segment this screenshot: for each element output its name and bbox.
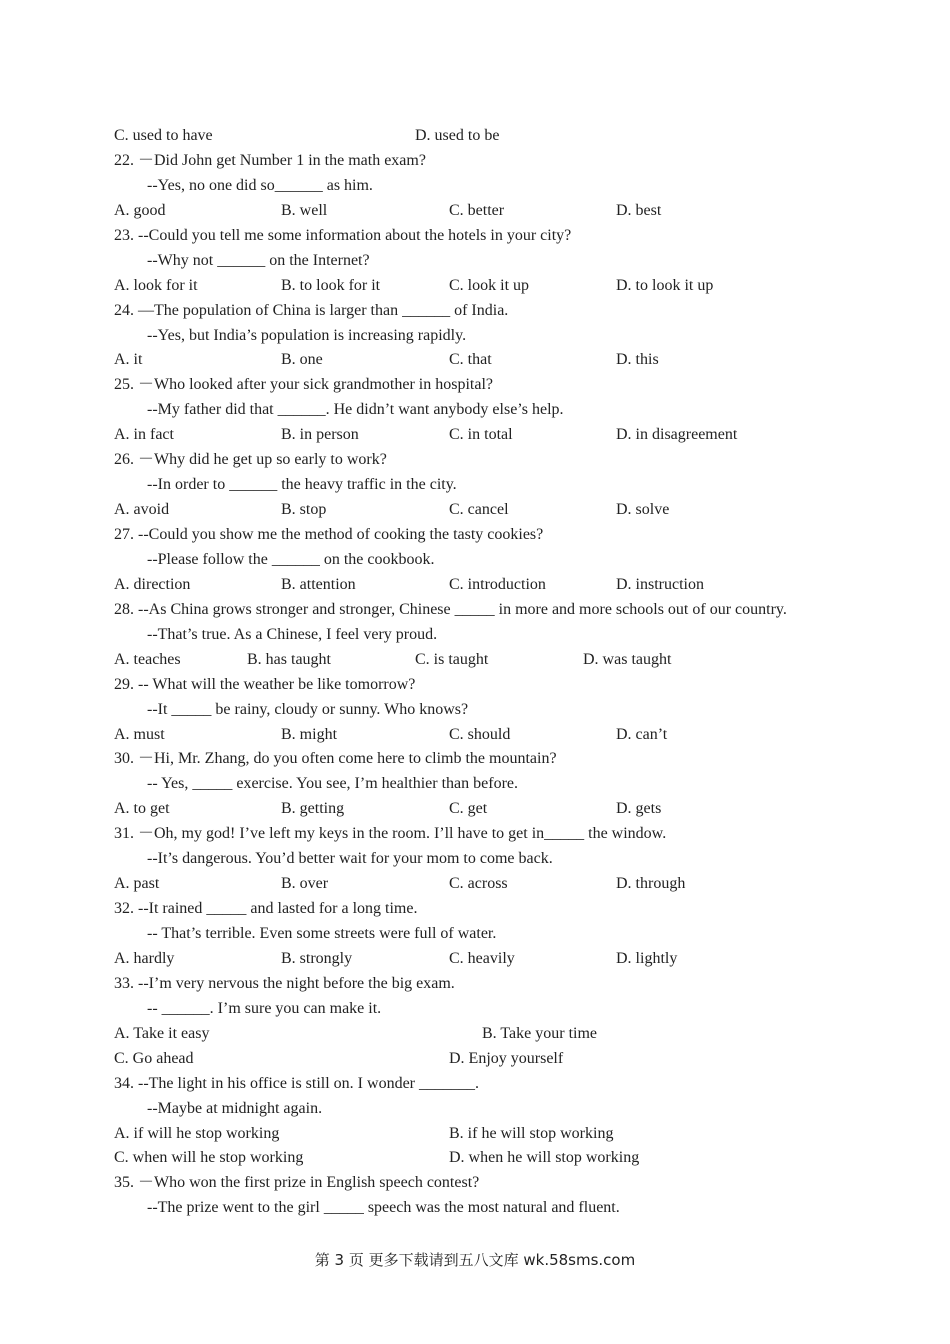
option-a: A. direction — [114, 575, 191, 593]
option-c: C. should — [449, 725, 511, 743]
option-b: B. strongly — [281, 949, 353, 967]
options-33-row2 — [114, 1047, 834, 1072]
options-26 — [114, 498, 834, 523]
question-list — [114, 124, 834, 1221]
options-22 — [114, 199, 834, 224]
question-33: 33. --I’m very nervous the night before the big exam. — [114, 974, 455, 992]
option-b: B. Take your time — [482, 1024, 598, 1042]
option-d: D. this — [616, 351, 659, 369]
option-a: A. if will he stop working — [114, 1124, 280, 1142]
response-31: --It’s dangerous. You’d better wait for your mom to come back. — [147, 850, 553, 868]
question-35: 35. －Who won the first prize in English speech contest? — [114, 1174, 480, 1192]
option-b: B. might — [281, 725, 338, 743]
response-24: --Yes, but India’s population is increasing rapidly. — [147, 326, 467, 344]
question-22: 22. －Did John get Number 1 in the math exam? — [114, 151, 426, 169]
footer-text: 第 3 页 更多下载请到五八文库 wk.58sms.com — [314, 1251, 636, 1269]
option-c: C. used to have — [114, 127, 213, 144]
options-row — [114, 124, 834, 149]
option-b: B. one — [281, 351, 323, 369]
options-32 — [114, 947, 834, 972]
option-c: C. Go ahead — [114, 1049, 194, 1067]
option-b: B. stop — [281, 501, 327, 519]
option-c: C. look it up — [449, 276, 530, 294]
options-25 — [114, 423, 834, 448]
option-a: A. in fact — [114, 426, 174, 444]
option-d: D. solve — [616, 501, 670, 519]
option-d: D. when he will stop working — [449, 1149, 640, 1167]
response-32: -- That’s terrible. Even some streets were full of water. — [147, 925, 497, 942]
question-27: 27. --Could you show me the method of cooking the tasty cookies? — [114, 526, 544, 543]
option-c: C. heavily — [449, 949, 515, 967]
response-25: --My father did that ______. He didn’t want anybody else’s help. — [147, 401, 564, 419]
option-a: A. Take it easy — [114, 1024, 210, 1042]
option-d: D. in disagreement — [616, 426, 738, 444]
option-b: B. getting — [281, 800, 345, 818]
response-23: --Why not ______ on the Internet? — [147, 251, 370, 269]
option-c: C. in total — [449, 426, 513, 444]
question-25: 25. －Who looked after your sick grandmother in hospital? — [114, 376, 494, 394]
option-c: C. get — [449, 800, 488, 818]
option-b: B. has taught — [247, 650, 331, 668]
question-32: 32. --It rained _____ and lasted for a long time. — [114, 900, 418, 918]
option-b: B. well — [281, 201, 328, 219]
option-d: D. used to be — [415, 127, 500, 144]
options-28 — [114, 648, 834, 673]
option-c: C. when will he stop working — [114, 1149, 304, 1167]
option-d: D. gets — [616, 800, 662, 818]
response-33: -- ______. I’m sure you can make it. — [147, 999, 382, 1017]
options-24 — [114, 348, 834, 373]
option-d: D. through — [616, 875, 686, 893]
question-24: 24. —The population of China is larger than ______ of India. — [114, 301, 509, 319]
question-30: 30. －Hi, Mr. Zhang, do you often come here to climb the mountain? — [114, 750, 557, 768]
option-a: A. good — [114, 201, 166, 219]
response-29: --It _____ be rainy, cloudy or sunny. Who knows? — [147, 700, 469, 718]
option-b: B. in person — [281, 426, 359, 444]
option-c: C. cancel — [449, 501, 509, 519]
option-d: D. to look it up — [616, 276, 714, 294]
question-23: 23. --Could you tell me some information about the hotels in your city? — [114, 226, 572, 244]
option-b: B. if he will stop working — [449, 1124, 614, 1142]
option-d: D. was taught — [583, 650, 672, 668]
options-34-row2 — [114, 1146, 834, 1171]
options-34-row1 — [114, 1122, 834, 1147]
response-28: --That’s true. As a Chinese, I feel very proud. — [147, 625, 438, 643]
options-31 — [114, 872, 834, 897]
option-d: D. can’t — [616, 725, 668, 743]
options-30 — [114, 797, 834, 822]
response-22: --Yes, no one did so______ as him. — [147, 176, 373, 194]
options-33-row1 — [114, 1022, 834, 1047]
response-35: --The prize went to the girl _____ speech was the most natural and fluent. — [147, 1199, 620, 1217]
option-b: B. attention — [281, 575, 356, 593]
question-28: 28. --As China grows stronger and stronger, Chinese _____ in more and more schools out of our country. — [114, 600, 787, 618]
response-27: --Please follow the ______ on the cookbook. — [147, 550, 435, 568]
option-c: C. introduction — [449, 575, 546, 593]
option-c: C. across — [449, 875, 508, 893]
question-34: 34. --The light in his office is still on. I wonder _______. — [114, 1074, 479, 1092]
question-31: 31. －Oh, my god! I’ve left my keys in the room. I’ll have to get in_____ the window. — [114, 825, 667, 843]
question-26: 26. －Why did he get up so early to work? — [114, 451, 387, 469]
option-d: D. Enjoy yourself — [449, 1049, 564, 1067]
option-a: A. look for it — [114, 276, 198, 294]
option-a: A. to get — [114, 800, 170, 818]
option-d: D. lightly — [616, 949, 678, 967]
response-34: --Maybe at midnight again. — [147, 1099, 323, 1117]
option-a: A. avoid — [114, 501, 170, 519]
option-b: B. to look for it — [281, 276, 381, 294]
option-b: B. over — [281, 875, 329, 893]
options-29 — [114, 723, 834, 748]
options-23 — [114, 274, 834, 299]
option-a: A. must — [114, 725, 165, 743]
option-d: D. instruction — [616, 575, 704, 593]
option-a: A. it — [114, 351, 143, 369]
option-a: A. hardly — [114, 949, 175, 967]
question-29: 29. -- What will the weather be like tomorrow? — [114, 675, 416, 693]
option-d: D. best — [616, 201, 662, 219]
option-c: C. that — [449, 351, 492, 369]
options-27 — [114, 573, 834, 598]
option-c: C. is taught — [415, 650, 489, 668]
response-30: -- Yes, _____ exercise. You see, I’m healthier than before. — [147, 775, 519, 793]
page-footer — [0, 1248, 950, 1273]
response-26: --In order to ______ the heavy traffic in the city. — [147, 476, 457, 494]
option-a: A. past — [114, 875, 160, 893]
option-c: C. better — [449, 201, 505, 219]
option-a: A. teaches — [114, 650, 181, 668]
